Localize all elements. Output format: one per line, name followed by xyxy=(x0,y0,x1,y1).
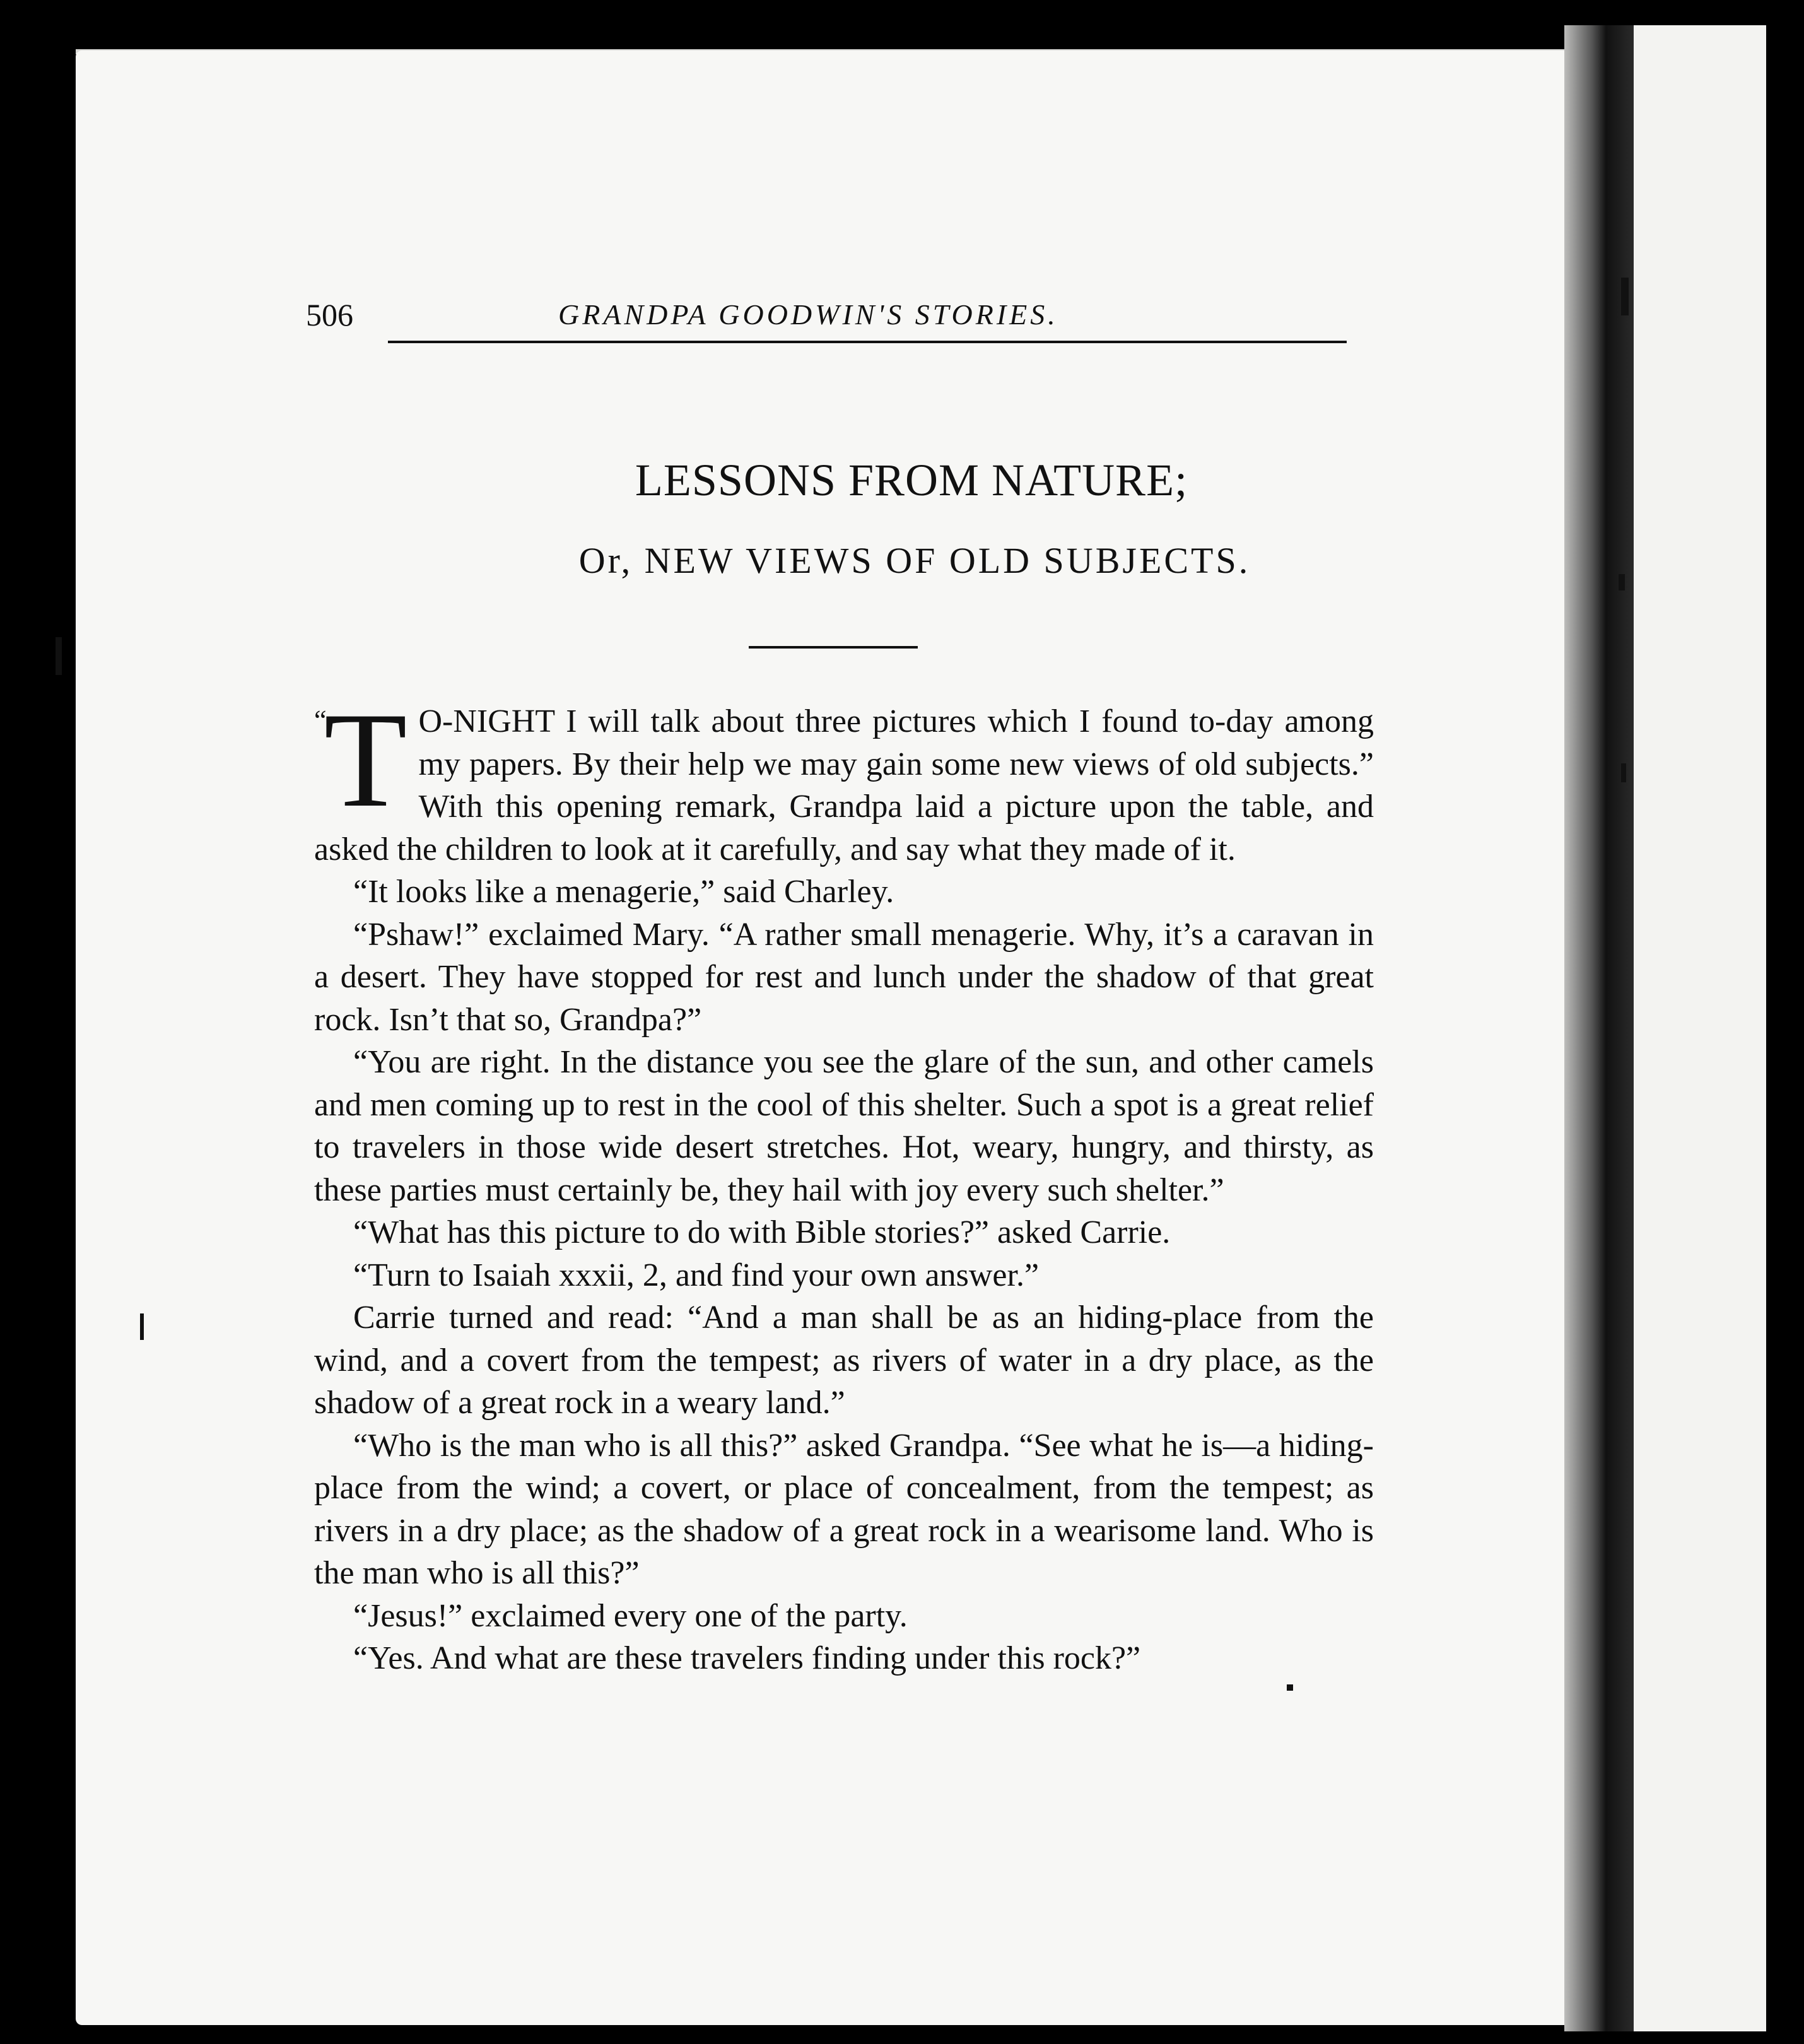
paragraph: “Yes. And what are these travelers finding under this rock?” xyxy=(353,1640,1141,1676)
binding-gutter xyxy=(1564,25,1634,2031)
scan-artifact xyxy=(1621,278,1629,315)
story-body xyxy=(314,684,1374,1680)
paragraph: “Pshaw!” exclaimed Mary. “A rather small menagerie. Why, it’s a caravan in a desert. They have stopped for rest and lunch under the shadow of that great rock. Isn’t that so, Grandpa?” xyxy=(314,916,1374,1038)
section-rule xyxy=(749,646,918,649)
opening-text: O-NIGHT I will talk about three pictures which I found to-day among my papers. By their help we may gain some new views of old subjects.” With this opening remark, Grandpa laid a picture upon the table, and asked the children to look at it carefully, and say what they made of it. xyxy=(314,703,1374,867)
paragraph: Carrie turned and read: “And a man shall be as an hiding-place from the wind, and a covert from the tempest; as rivers of water in a dry place, as the shadow of a great rock in a weary land.” xyxy=(314,1300,1374,1421)
chapter-subtitle: Or, NEW VIEWS OF OLD SUBJECTS. xyxy=(578,540,1251,581)
paragraph: “You are right. In the distance you see the glare of the sun, and other camels and men coming up to rest in the cool of this shelter. Such a spot is a great relief to travelers in those wide desert stretches. Hot, weary, hungry, and thirsty, as these parties must certainly be, they hail with joy every such shelter.” xyxy=(314,1044,1374,1208)
scan-artifact xyxy=(56,637,62,675)
paragraph: “What has this picture to do with Bible stories?” asked Carrie. xyxy=(353,1214,1171,1250)
paragraph: “Jesus!” exclaimed every one of the party. xyxy=(353,1597,908,1634)
running-head xyxy=(306,297,1347,341)
running-title: GRANDPA GOODWIN'S STORIES. xyxy=(558,298,1058,331)
opening-paragraph xyxy=(314,684,1374,871)
page-number: 506 xyxy=(306,297,353,332)
scan-artifact xyxy=(140,1313,144,1340)
paragraph: “Who is the man who is all this?” asked Grandpa. “See what he is—a hiding-place from the wind; a covert, or place of concealment, from the tempest; as rivers in a dry place; as the shadow of a great rock in a wearisome land. Who is the man who is all this?” xyxy=(314,1427,1374,1591)
paragraph: “Turn to Isaiah xxxii, 2, and find your own answer.” xyxy=(353,1257,1040,1293)
opening-quote-mark: “ xyxy=(314,705,327,736)
scan-artifact xyxy=(1621,763,1626,782)
header-rule xyxy=(388,341,1347,343)
paragraph: “It looks like a menagerie,” said Charley. xyxy=(353,874,894,910)
drop-cap: T xyxy=(324,684,407,835)
scan-artifact xyxy=(1287,1684,1293,1691)
facing-page-edge xyxy=(1634,25,1766,2031)
chapter-title: LESSONS FROM NATURE; xyxy=(635,455,1188,505)
